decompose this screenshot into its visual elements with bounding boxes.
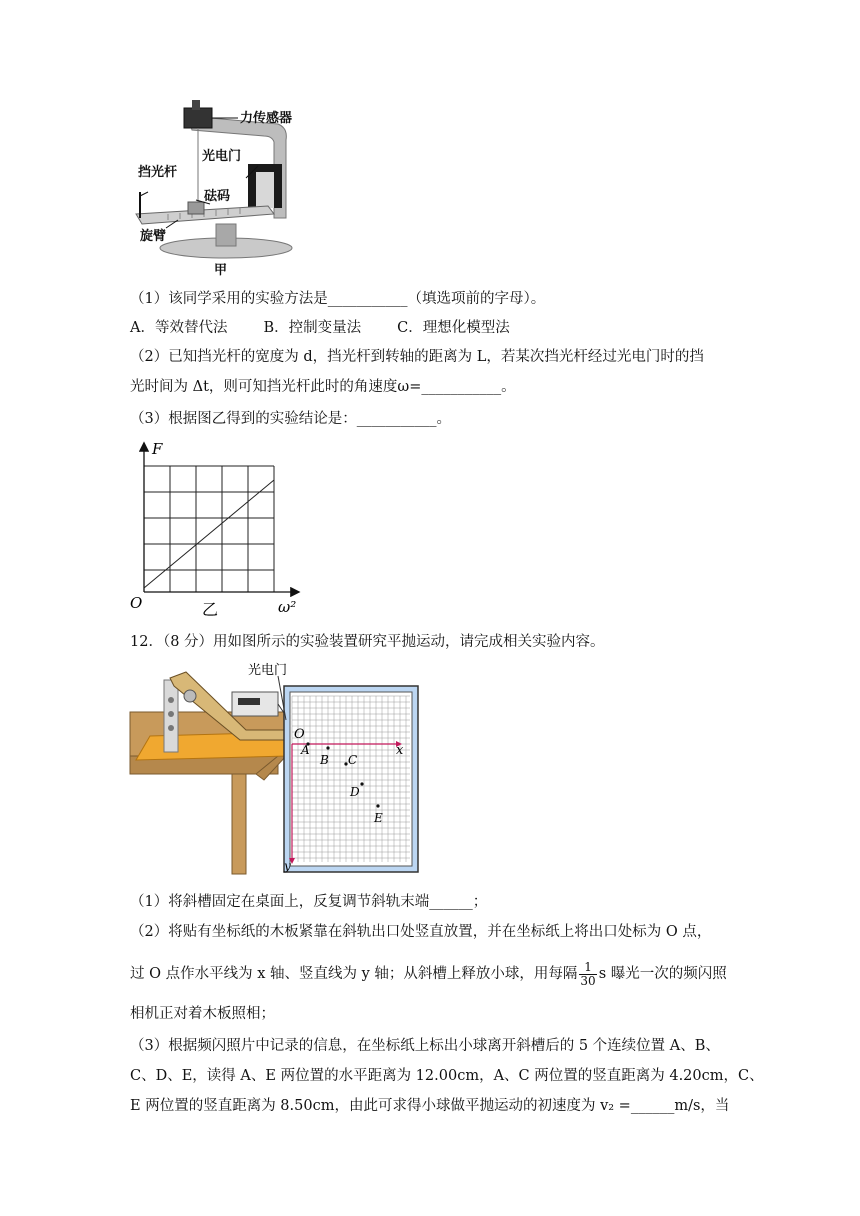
weight-block bbox=[188, 202, 204, 214]
q12-part3-line3: E 两位置的竖直距离为 8.50cm，由此可求得小球做平抛运动的初速度为 v₂ =______m/s，当 bbox=[130, 1098, 730, 1114]
label-weight: 砝码 bbox=[204, 189, 231, 204]
q12-part1: （1）将斜槽固定在桌面上，反复调节斜轨末端______； bbox=[130, 894, 488, 910]
point-e-label: E bbox=[374, 811, 383, 825]
label-force-sensor: 力传感器 bbox=[240, 111, 293, 126]
point-b-label: B bbox=[320, 753, 329, 767]
q11-part2-line1: （2）已知挡光杆的宽度为 d，挡光杆到转轴的距离为 L，若某次挡光杆经过光电门时的挡 bbox=[130, 349, 704, 365]
point-e bbox=[376, 804, 379, 807]
q11-part1: （1）该同学采用的实验方法是___________（填选项前的字母）。 bbox=[130, 291, 546, 307]
graph-caption-yi: 乙 bbox=[202, 600, 219, 618]
q12-part3-line2: C、D、E，读得 A、E 两位置的水平距离为 12.00cm，A、C 两位置的竖直距离为 4.20cm，C、 bbox=[130, 1068, 764, 1084]
graph-fit-line bbox=[144, 480, 274, 588]
q12-part3-line1: （3）根据频闪照片中记录的信息，在坐标纸上标出小球离开斜槽后的 5 个连续位置 A、B、 bbox=[130, 1038, 720, 1054]
photogate-label: 光电门 bbox=[248, 663, 288, 678]
figure-caption-jia: 甲 bbox=[214, 263, 228, 278]
fraction-denominator: 30 bbox=[580, 973, 596, 988]
graph-ylabel: F bbox=[152, 440, 163, 458]
q11-part2-line2: 光时间为 Δt，则可知挡光杆此时的角速度ω=___________。 bbox=[130, 379, 516, 395]
q12-title: 12．（8 分）用如图所示的实验装置研究平抛运动，请完成相关实验内容。 bbox=[130, 634, 605, 650]
q12-part2-line3: 相机正对着木板照相； bbox=[130, 1006, 275, 1022]
q12-part2-line1: （2）将贴有坐标纸的木板紧靠在斜轨出口处竖直放置，并在坐标纸上将出口处标为 O 点， bbox=[130, 924, 712, 940]
exposure-fraction bbox=[579, 961, 596, 988]
label-blocking-bar: 挡光杆 bbox=[138, 165, 178, 180]
ball bbox=[184, 690, 196, 702]
graph-grid bbox=[144, 466, 274, 592]
q12-part2-line2-b: s 曝光一次的频闪照 bbox=[598, 966, 727, 982]
rotating-arm bbox=[136, 206, 274, 224]
option-b: B．控制变量法 bbox=[263, 320, 362, 336]
y-axis-label: y bbox=[284, 859, 291, 873]
point-d-label: D bbox=[350, 785, 360, 799]
option-c: C．理想化模型法 bbox=[397, 320, 510, 336]
label-arm: 旋臂 bbox=[140, 229, 167, 244]
point-d bbox=[360, 782, 363, 785]
graph-origin: O bbox=[130, 594, 143, 612]
projectile-apparatus-figure bbox=[128, 660, 428, 878]
force-sensor bbox=[184, 108, 212, 128]
graph-xlabel: ω² bbox=[278, 598, 297, 616]
q11-part3: （3）根据图乙得到的实验结论是：___________。 bbox=[130, 411, 451, 427]
fraction-numerator: 1 bbox=[579, 961, 596, 975]
q12-part2-line2 bbox=[130, 954, 727, 994]
origin-label: O bbox=[294, 727, 305, 742]
graph-yi bbox=[128, 438, 308, 618]
point-b bbox=[326, 746, 329, 749]
x-axis-label: x bbox=[396, 743, 404, 758]
point-c-label: C bbox=[348, 753, 358, 767]
q11-options bbox=[130, 318, 510, 338]
q12-part2-line2-a: 过 O 点作水平线为 x 轴、竖直线为 y 轴；从斜槽上释放小球，用每隔 bbox=[130, 966, 578, 982]
point-a-label: A bbox=[301, 743, 310, 757]
label-photogate: 光电门 bbox=[202, 149, 242, 164]
apparatus-figure-jia bbox=[128, 96, 318, 280]
option-a: A．等效替代法 bbox=[130, 320, 228, 336]
